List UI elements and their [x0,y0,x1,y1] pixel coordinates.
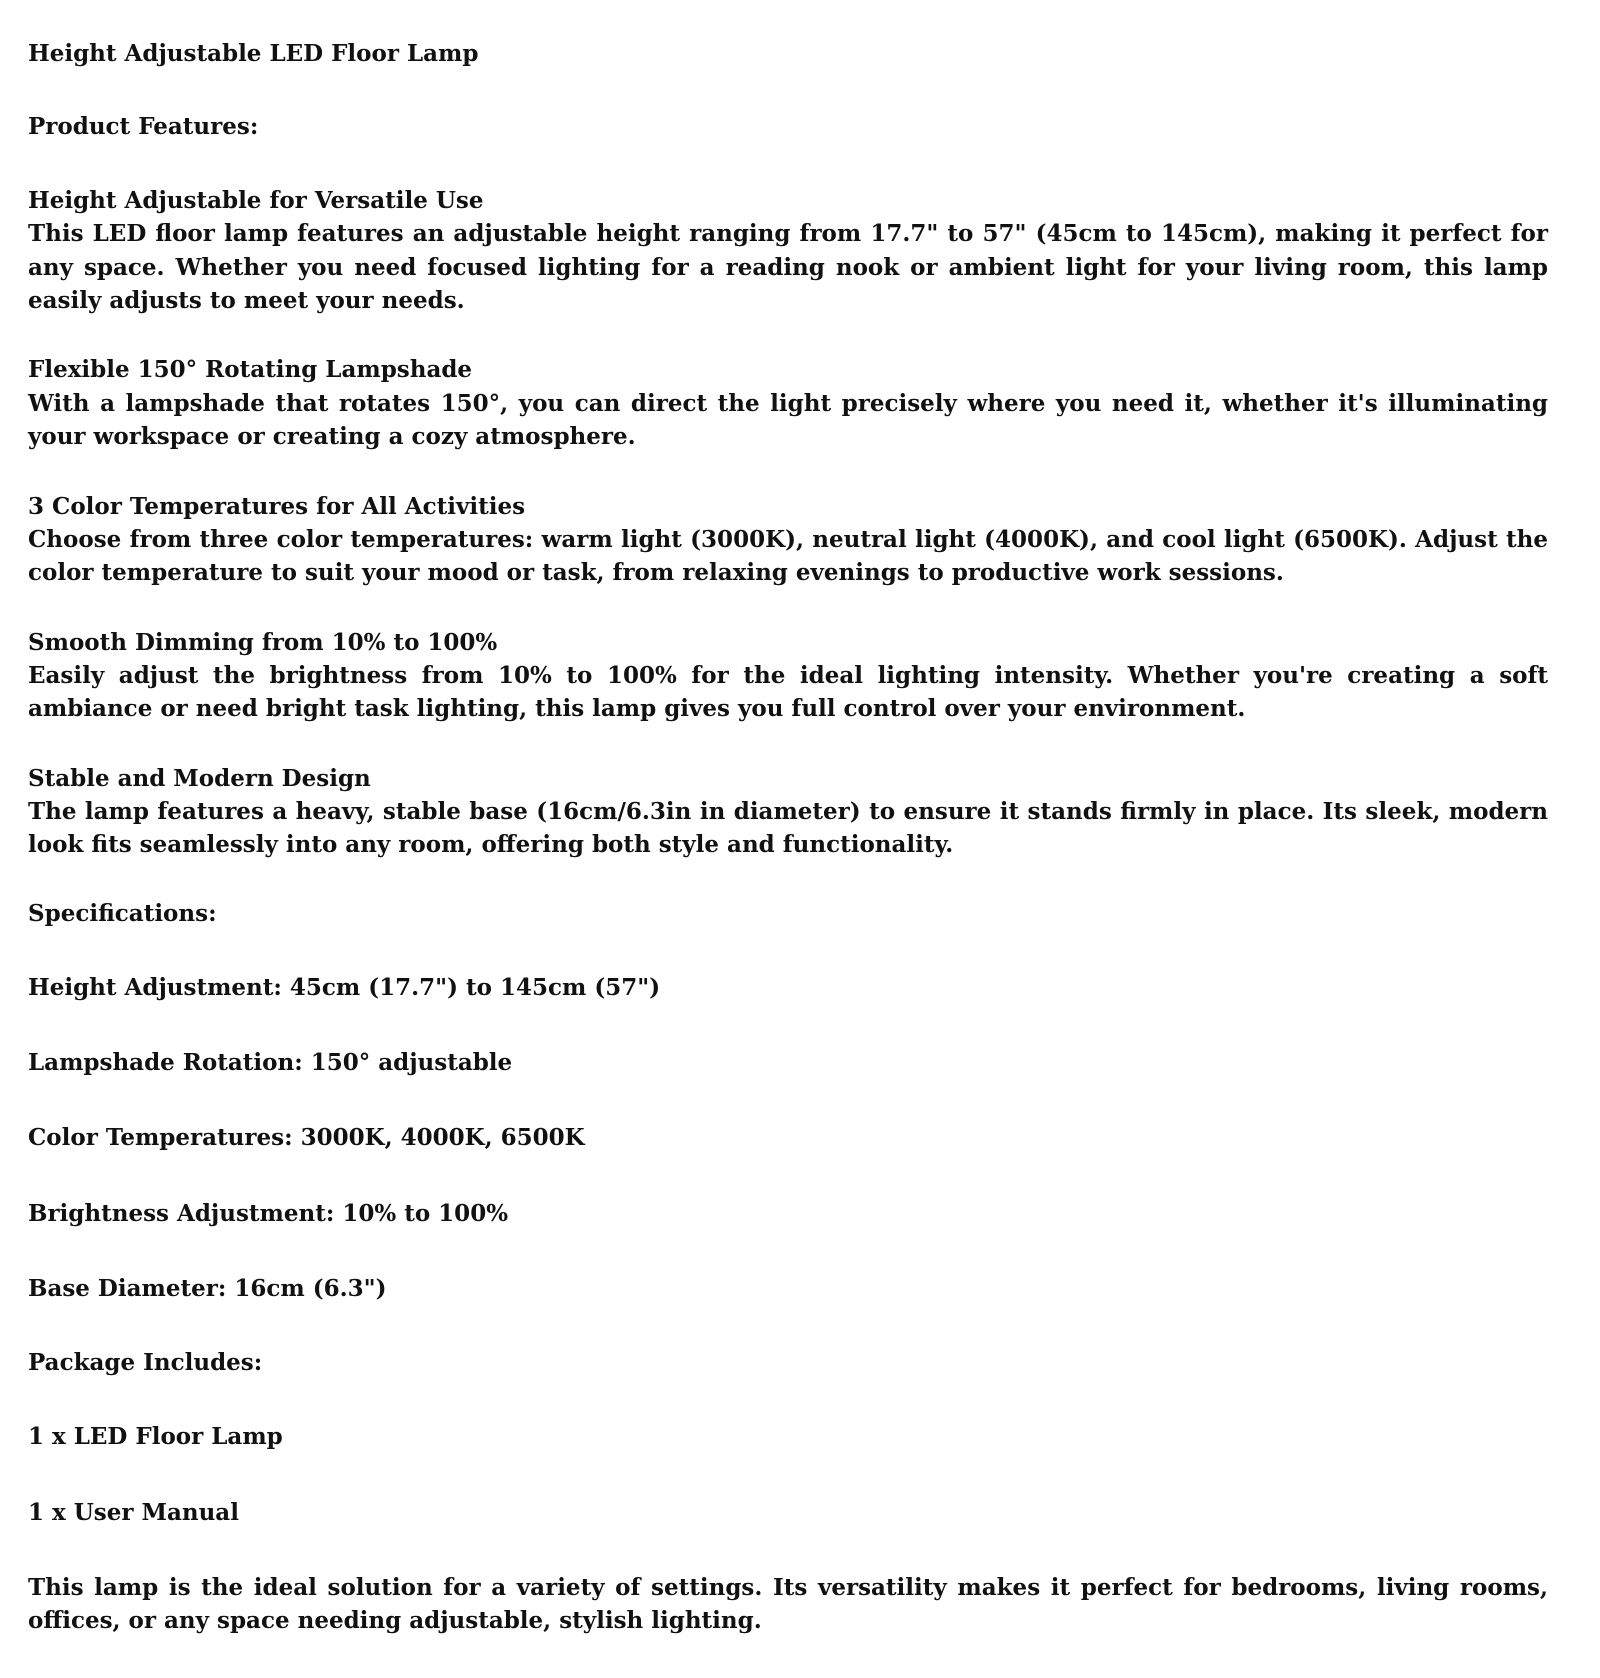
feature-body: This LED floor lamp features an adjustable height ranging from 17.7" to 57" (45cm to 145cm), making it perfect for any space. Whether you need focused lighting for a reading nook or ambient light for your living room, this lamp easily adjusts to meet your needs. [28,220,1548,315]
feature-block [28,490,1548,590]
feature-block [28,762,1548,862]
feature-heading: Stable and Modern Design [28,764,371,792]
product-features-label: Product Features: [28,113,259,141]
package-item: 1 x User Manual [28,1498,239,1526]
page-title: Height Adjustable LED Floor Lamp [28,40,479,67]
feature-block [28,626,1548,726]
feature-body: Choose from three color temperatures: warm light (3000K), neutral light (4000K), and cool light (6500K). Adjust the color temperature to suit your mood or task, from relaxing evenings to productive work sessions. [28,525,1548,587]
feature-block [28,184,1548,317]
feature-heading: 3 Color Temperatures for All Activities [28,492,526,520]
specifications-label: Specifications: [28,899,217,927]
closing-paragraph: This lamp is the ideal solution for a variety of settings. Its versatility makes it perfect for bedrooms, living rooms, offices, or any space needing adjustable, stylish lighting. [28,1574,1548,1635]
spec-item: Base Diameter: 16cm (6.3") [28,1275,387,1303]
package-item: 1 x LED Floor Lamp [28,1423,283,1451]
package-includes-label: Package Includes: [28,1349,263,1377]
feature-heading: Flexible 150° Rotating Lampshade [28,356,473,384]
spec-item: Color Temperatures: 3000K, 4000K, 6500K [28,1124,585,1152]
spec-item: Brightness Adjustment: 10% to 100% [28,1199,509,1227]
spec-item: Lampshade Rotation: 150° adjustable [28,1048,513,1076]
spec-item: Height Adjustment: 45cm (17.7") to 145cm (57") [28,973,661,1001]
feature-heading: Height Adjustable for Versatile Use [28,187,484,215]
feature-heading: Smooth Dimming from 10% to 100% [28,628,498,656]
feature-body: The lamp features a heavy, stable base (16cm/6.3in in diameter) to ensure it stands firmly in place. Its sleek, modern look fits seamlessly into any room, offering both style and functionality. [28,797,1548,859]
feature-body: With a lampshade that rotates 150°, you can direct the light precisely where you need it, whether it's illuminating your workspace or creating a cozy atmosphere. [28,389,1548,451]
feature-block [28,353,1548,453]
feature-body: Easily adjust the brightness from 10% to 100% for the ideal lighting intensity. Whether you're creating a soft ambiance or need bright task lighting, this lamp gives you full control over your environment. [28,661,1548,723]
